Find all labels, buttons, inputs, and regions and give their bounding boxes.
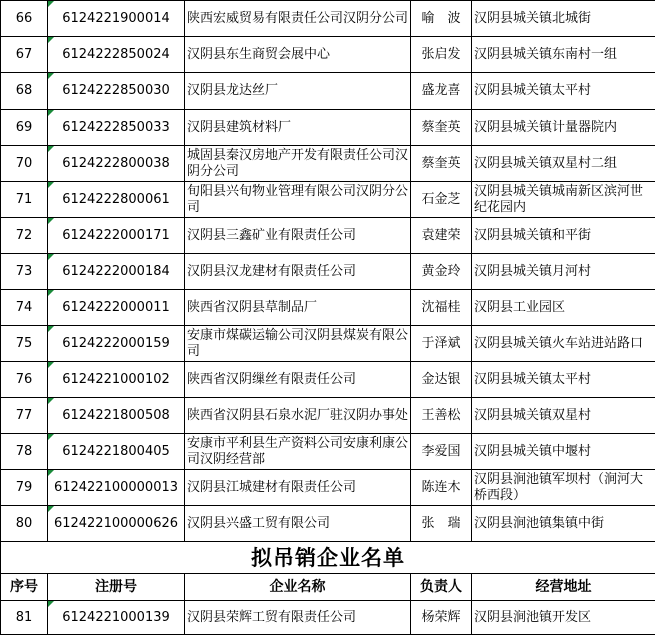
company-name: 陕西省汉阴县草制品厂 <box>185 290 411 326</box>
responsible-person: 盛龙喜 <box>411 73 472 110</box>
section-title-row <box>1 542 655 574</box>
header-number: 序号 <box>1 574 48 601</box>
registration-number: 6124222000011 <box>48 290 185 326</box>
registration-number: 6124221800405 <box>48 434 185 470</box>
table-row <box>1 146 655 182</box>
business-address: 汉阴县涧池镇军坝村（涧河大桥西段） <box>472 470 655 506</box>
row-number: 72 <box>1 218 48 254</box>
registration-number: 6124222000184 <box>48 254 185 290</box>
table-row <box>1 398 655 434</box>
company-name: 陕西省汉阴缫丝有限责任公司 <box>185 362 411 398</box>
row-number: 74 <box>1 290 48 326</box>
company-name: 汉阴县汉龙建材有限责任公司 <box>185 254 411 290</box>
registration-number: 6124221800508 <box>48 398 185 434</box>
table-row <box>1 506 655 542</box>
responsible-person: 喻 波 <box>411 1 472 37</box>
row-number: 77 <box>1 398 48 434</box>
table-row <box>1 1 655 37</box>
registration-number: 6124221000102 <box>48 362 185 398</box>
business-address: 汉阴县城关镇月河村 <box>472 254 655 290</box>
row-number: 70 <box>1 146 48 182</box>
row-number: 68 <box>1 73 48 110</box>
responsible-person: 蔡奎英 <box>411 146 472 182</box>
table-row <box>1 110 655 146</box>
registration-number: 6124222000171 <box>48 218 185 254</box>
responsible-person: 张 瑞 <box>411 506 472 542</box>
company-name: 安康市平利县生产资料公司安康利康公司汉阴经营部 <box>185 434 411 470</box>
row-number: 71 <box>1 182 48 218</box>
table-row <box>1 326 655 362</box>
business-address: 汉阴县工业园区 <box>472 290 655 326</box>
business-address: 汉阴县城关镇北城街 <box>472 1 655 37</box>
table-row <box>1 601 655 635</box>
responsible-person: 王善松 <box>411 398 472 434</box>
business-address: 汉阴县城关镇东南村一组 <box>472 37 655 73</box>
company-name: 城固县秦汉房地产开发有限责任公司汉阴分公司 <box>185 146 411 182</box>
registration-number: 6124222800038 <box>48 146 185 182</box>
company-name: 旬阳县兴旬物业管理有限公司汉阴分公司 <box>185 182 411 218</box>
row-number: 76 <box>1 362 48 398</box>
header-company: 企业名称 <box>185 574 411 601</box>
company-name: 汉阴县龙达丝厂 <box>185 73 411 110</box>
table-row <box>1 218 655 254</box>
row-number: 69 <box>1 110 48 146</box>
header-row <box>1 574 655 601</box>
responsible-person: 张启发 <box>411 37 472 73</box>
registration-number: 6124221000139 <box>48 601 185 635</box>
row-number: 75 <box>1 326 48 362</box>
responsible-person: 于泽斌 <box>411 326 472 362</box>
registration-number: 6124222800061 <box>48 182 185 218</box>
business-address: 汉阴县城关镇双星村二组 <box>472 146 655 182</box>
row-number: 78 <box>1 434 48 470</box>
business-address: 汉阴县城关镇中堰村 <box>472 434 655 470</box>
business-address: 汉阴县城关镇火车站进站路口 <box>472 326 655 362</box>
responsible-person: 石金芝 <box>411 182 472 218</box>
row-number: 67 <box>1 37 48 73</box>
registration-number: 6124222850024 <box>48 37 185 73</box>
company-name: 汉阴县江城建材有限责任公司 <box>185 470 411 506</box>
table-row <box>1 182 655 218</box>
row-number: 73 <box>1 254 48 290</box>
business-address: 汉阴县城关镇太平村 <box>472 362 655 398</box>
responsible-person: 黄金玲 <box>411 254 472 290</box>
header-registration: 注册号 <box>48 574 185 601</box>
table-row <box>1 362 655 398</box>
business-address: 汉阴县城关镇计量器院内 <box>472 110 655 146</box>
registration-number: 6124222850030 <box>48 73 185 110</box>
responsible-person: 蔡奎英 <box>411 110 472 146</box>
registration-number: 6124222850033 <box>48 110 185 146</box>
table-row <box>1 37 655 73</box>
company-name: 安康市煤碳运输公司汉阴县煤炭有限公司 <box>185 326 411 362</box>
table-row <box>1 470 655 506</box>
company-name: 汉阴县兴盛工贸有限公司 <box>185 506 411 542</box>
registration-number: 6124222000159 <box>48 326 185 362</box>
row-number: 66 <box>1 1 48 37</box>
company-name: 陕西省汉阴县石泉水泥厂驻汉阴办事处 <box>185 398 411 434</box>
business-address: 汉阴县城关镇城南新区滨河世纪花园内 <box>472 182 655 218</box>
responsible-person: 袁建荣 <box>411 218 472 254</box>
registration-number: 612422100000013 <box>48 470 185 506</box>
table-row <box>1 254 655 290</box>
table-row <box>1 290 655 326</box>
table-row <box>1 73 655 110</box>
header-address: 经营地址 <box>472 574 655 601</box>
business-address: 汉阴县涧池镇集镇中街 <box>472 506 655 542</box>
company-name: 陕西宏威贸易有限责任公司汉阴分公司 <box>185 1 411 37</box>
business-address: 汉阴县涧池镇开发区 <box>472 601 655 635</box>
company-name: 汉阴县荣辉工贸有限责任公司 <box>185 601 411 635</box>
row-number: 81 <box>1 601 48 635</box>
business-address: 汉阴县城关镇双星村 <box>472 398 655 434</box>
row-number: 79 <box>1 470 48 506</box>
responsible-person: 李爱国 <box>411 434 472 470</box>
business-address: 汉阴县城关镇和平街 <box>472 218 655 254</box>
responsible-person: 金达银 <box>411 362 472 398</box>
registration-number: 612422100000626 <box>48 506 185 542</box>
responsible-person: 沈福桂 <box>411 290 472 326</box>
company-name: 汉阴县三鑫矿业有限责任公司 <box>185 218 411 254</box>
company-name: 汉阴县东生商贸会展中心 <box>185 37 411 73</box>
business-address: 汉阴县城关镇太平村 <box>472 73 655 110</box>
registration-number: 6124221900014 <box>48 1 185 37</box>
table-row <box>1 434 655 470</box>
row-number: 80 <box>1 506 48 542</box>
header-person: 负责人 <box>411 574 472 601</box>
responsible-person: 陈连木 <box>411 470 472 506</box>
company-name: 汉阴县建筑材料厂 <box>185 110 411 146</box>
responsible-person: 杨荣辉 <box>411 601 472 635</box>
section-title: 拟吊销企业名单 <box>1 542 655 574</box>
